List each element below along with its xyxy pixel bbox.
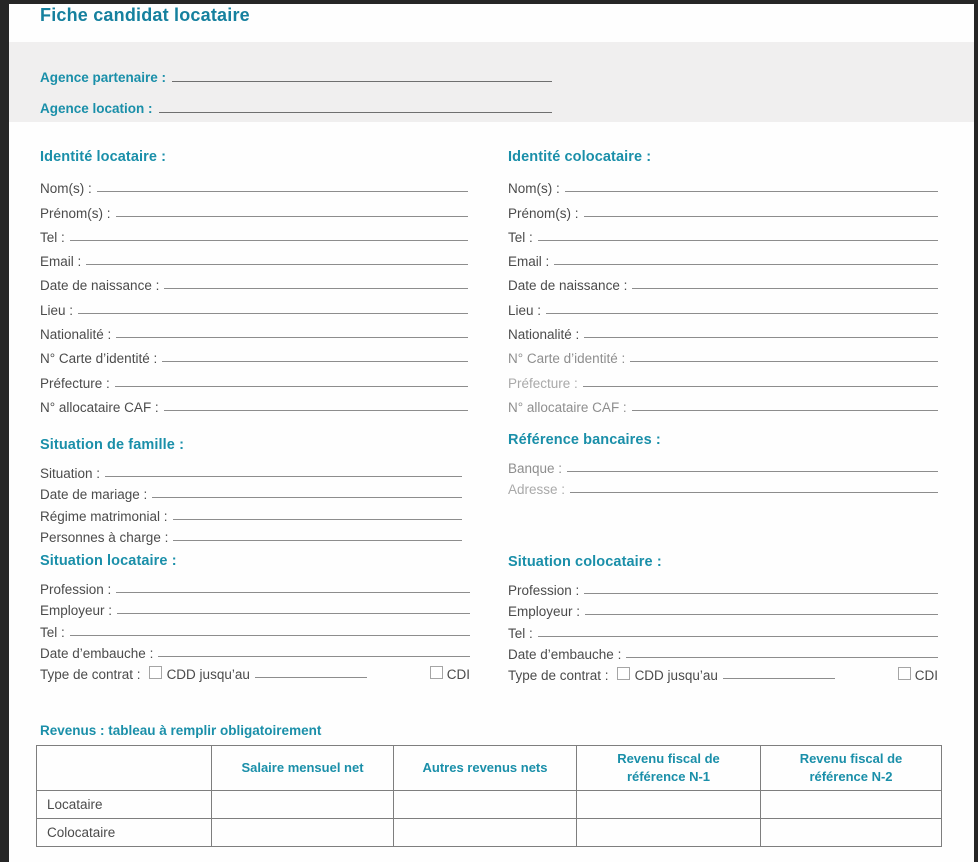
field-blank-line[interactable] (585, 614, 938, 615)
section-title: Situation locataire : (40, 553, 177, 569)
form-field-row (40, 221, 468, 245)
field-blank-line[interactable] (584, 216, 938, 217)
column-header-salaire: Salaire mensuel net (212, 746, 394, 791)
field-label: Employeur : (40, 603, 113, 619)
cdi-label: CDI (914, 667, 938, 683)
section-identite-locataire (40, 149, 468, 415)
field-blank-line[interactable] (583, 386, 938, 387)
table-cell[interactable] (577, 791, 761, 819)
form-field-row (40, 318, 468, 342)
revenus-table (36, 745, 942, 847)
field-blank-line[interactable] (164, 410, 468, 411)
field-blank-line[interactable] (164, 288, 468, 289)
cdd-checkbox[interactable] (617, 667, 630, 680)
field-blank-line[interactable] (70, 240, 468, 241)
field-label: Banque : (508, 461, 563, 477)
field-blank-line[interactable] (162, 361, 468, 362)
column-header-empty (37, 746, 212, 791)
revenus-heading: Revenus : tableau à remplir obligatoirement (40, 723, 322, 738)
field-label: Agence partenaire : (40, 70, 167, 85)
field-label: Profession : (40, 582, 112, 598)
field-label: Date d’embauche : (40, 645, 154, 661)
column-header-revenu-n1: Revenu fiscal de référence N-1 (577, 746, 761, 791)
form-field-row (508, 269, 938, 293)
section-identite-colocataire (508, 149, 938, 415)
table-cell[interactable] (212, 819, 394, 847)
field-label: Date de mariage : (40, 487, 148, 503)
row-label: Locataire (37, 791, 212, 819)
field-blank-line[interactable] (86, 264, 468, 265)
field-label: Préfecture : (508, 375, 578, 391)
cdd-date-blank[interactable] (723, 678, 835, 679)
field-label: Régime matrimonial : (40, 508, 168, 524)
field-blank-line[interactable] (78, 313, 468, 314)
agency-partner-blank[interactable] (172, 81, 552, 82)
field-label: Situation : (40, 466, 101, 482)
field-blank-line[interactable] (173, 540, 462, 541)
field-label: Date de naissance : (508, 278, 628, 294)
field-blank-line[interactable] (158, 656, 470, 657)
form-field-row (508, 196, 938, 220)
form-field-row (40, 293, 468, 317)
form-field-row (40, 618, 470, 639)
field-blank-line[interactable] (584, 337, 938, 338)
field-blank-line[interactable] (152, 497, 462, 498)
form-field-row (508, 455, 938, 476)
field-label: Type de contrat : (40, 666, 141, 682)
cdi-checkbox[interactable] (898, 667, 911, 680)
form-field-row (40, 342, 468, 366)
field-label: Nationalité : (40, 327, 112, 343)
agency-location-row (40, 85, 552, 116)
field-label: Prénom(s) : (40, 205, 111, 221)
form-field-row (40, 460, 462, 481)
cdd-checkbox[interactable] (149, 666, 162, 679)
form-field-row (40, 597, 470, 618)
agency-section (9, 42, 974, 122)
section-title: Référence bancaires : (508, 432, 661, 448)
contract-type-row (508, 662, 938, 683)
section-title: Situation colocataire : (508, 554, 662, 570)
field-blank-line[interactable] (116, 216, 468, 217)
field-blank-line[interactable] (632, 288, 938, 289)
field-label: Nom(s) : (40, 181, 92, 197)
form-field-row (508, 221, 938, 245)
field-blank-line[interactable] (567, 471, 938, 472)
field-blank-line[interactable] (630, 361, 938, 362)
form-field-row (40, 366, 468, 390)
table-cell[interactable] (394, 791, 577, 819)
section-situation-colocataire (508, 554, 938, 683)
field-label: Employeur : (508, 604, 581, 620)
form-field-row (508, 476, 938, 497)
form-field-row (508, 293, 938, 317)
field-blank-line[interactable] (97, 191, 468, 192)
cdd-label: CDD jusqu’au (166, 666, 250, 682)
form-field-row (40, 502, 462, 523)
form-field-row (40, 524, 462, 545)
form-field-row (40, 172, 468, 196)
field-label: Agence location : (40, 101, 153, 116)
field-label: N° Carte d’identité : (40, 351, 158, 367)
form-field-row (40, 640, 470, 661)
form-field-row (508, 577, 938, 598)
form-field-row (40, 391, 468, 415)
form-field-row (40, 196, 468, 220)
form-field-row (508, 342, 938, 366)
table-row-locataire (37, 791, 942, 819)
field-label: N° allocataire CAF : (508, 399, 627, 415)
field-label: Prénom(s) : (508, 205, 579, 221)
field-label: Personnes à charge : (40, 529, 169, 545)
form-field-row (508, 172, 938, 196)
field-blank-line[interactable] (70, 635, 470, 636)
table-cell[interactable] (212, 791, 394, 819)
field-label: Profession : (508, 583, 580, 599)
table-cell[interactable] (761, 819, 942, 847)
field-blank-line[interactable] (632, 410, 938, 411)
field-blank-line[interactable] (115, 386, 468, 387)
field-label: Date de naissance : (40, 278, 160, 294)
section-title: Identité locataire : (40, 149, 167, 165)
field-blank-line[interactable] (173, 519, 462, 520)
form-field-row (508, 318, 938, 342)
form-field-row (508, 391, 938, 415)
form-field-row (40, 269, 468, 293)
field-blank-line[interactable] (554, 264, 938, 265)
form-field-row (40, 481, 462, 502)
field-blank-line[interactable] (117, 613, 470, 614)
column-header-revenu-n2: Revenu fiscal de référence N-2 (761, 746, 942, 791)
field-label: N° Carte d’identité : (508, 351, 626, 367)
form-field-row (508, 619, 938, 640)
cdd-label: CDD jusqu’au (634, 667, 718, 683)
table-cell[interactable] (577, 819, 761, 847)
table-row-colocataire (37, 819, 942, 847)
field-label: Date d’embauche : (508, 646, 622, 662)
field-label: Type de contrat : (508, 667, 609, 683)
agency-location-blank[interactable] (159, 112, 552, 113)
field-blank-line[interactable] (626, 657, 938, 658)
row-label: Colocataire (37, 819, 212, 847)
field-blank-line[interactable] (538, 636, 938, 637)
agency-partner-row (40, 54, 552, 85)
left-frame-edge (0, 0, 9, 862)
form-field-row (40, 576, 470, 597)
field-blank-line[interactable] (105, 476, 462, 477)
field-blank-line[interactable] (546, 313, 938, 314)
field-label: Email : (40, 254, 82, 270)
field-blank-line[interactable] (565, 191, 938, 192)
field-blank-line[interactable] (584, 593, 938, 594)
field-blank-line[interactable] (116, 337, 468, 338)
top-frame-edge (0, 0, 978, 4)
field-label: Nom(s) : (508, 181, 560, 197)
table-cell[interactable] (761, 791, 942, 819)
field-label: Nationalité : (508, 327, 580, 343)
field-label: Tel : (40, 624, 65, 640)
table-header-row (37, 746, 942, 791)
field-blank-line[interactable] (116, 592, 470, 593)
form-field-row (508, 598, 938, 619)
column-header-autres-revenus: Autres revenus nets (394, 746, 577, 791)
section-title: Situation de famille : (40, 437, 184, 453)
form-field-row (508, 641, 938, 662)
field-label: Lieu : (40, 302, 74, 318)
field-label: Adresse : (508, 482, 566, 498)
cdi-label: CDI (446, 666, 470, 682)
contract-type-row (40, 661, 470, 682)
section-situation-famille (40, 437, 462, 545)
field-blank-line[interactable] (570, 492, 938, 493)
form-field-row (508, 366, 938, 390)
cdi-checkbox[interactable] (430, 666, 443, 679)
right-frame-edge (974, 0, 978, 862)
field-label: Email : (508, 254, 550, 270)
table-cell[interactable] (394, 819, 577, 847)
section-title: Identité colocataire : (508, 149, 652, 165)
field-blank-line[interactable] (538, 240, 938, 241)
form-field-row (40, 245, 468, 269)
field-label: Tel : (508, 625, 533, 641)
field-label: Lieu : (508, 302, 542, 318)
page-title: Fiche candidat locataire (40, 5, 250, 25)
field-label: Tel : (508, 229, 533, 245)
field-label: Tel : (40, 229, 65, 245)
field-label: Préfecture : (40, 375, 110, 391)
section-situation-locataire (40, 553, 470, 682)
field-label: N° allocataire CAF : (40, 399, 159, 415)
form-field-row (508, 245, 938, 269)
section-reference-bancaires (508, 432, 938, 497)
cdd-date-blank[interactable] (255, 677, 367, 678)
